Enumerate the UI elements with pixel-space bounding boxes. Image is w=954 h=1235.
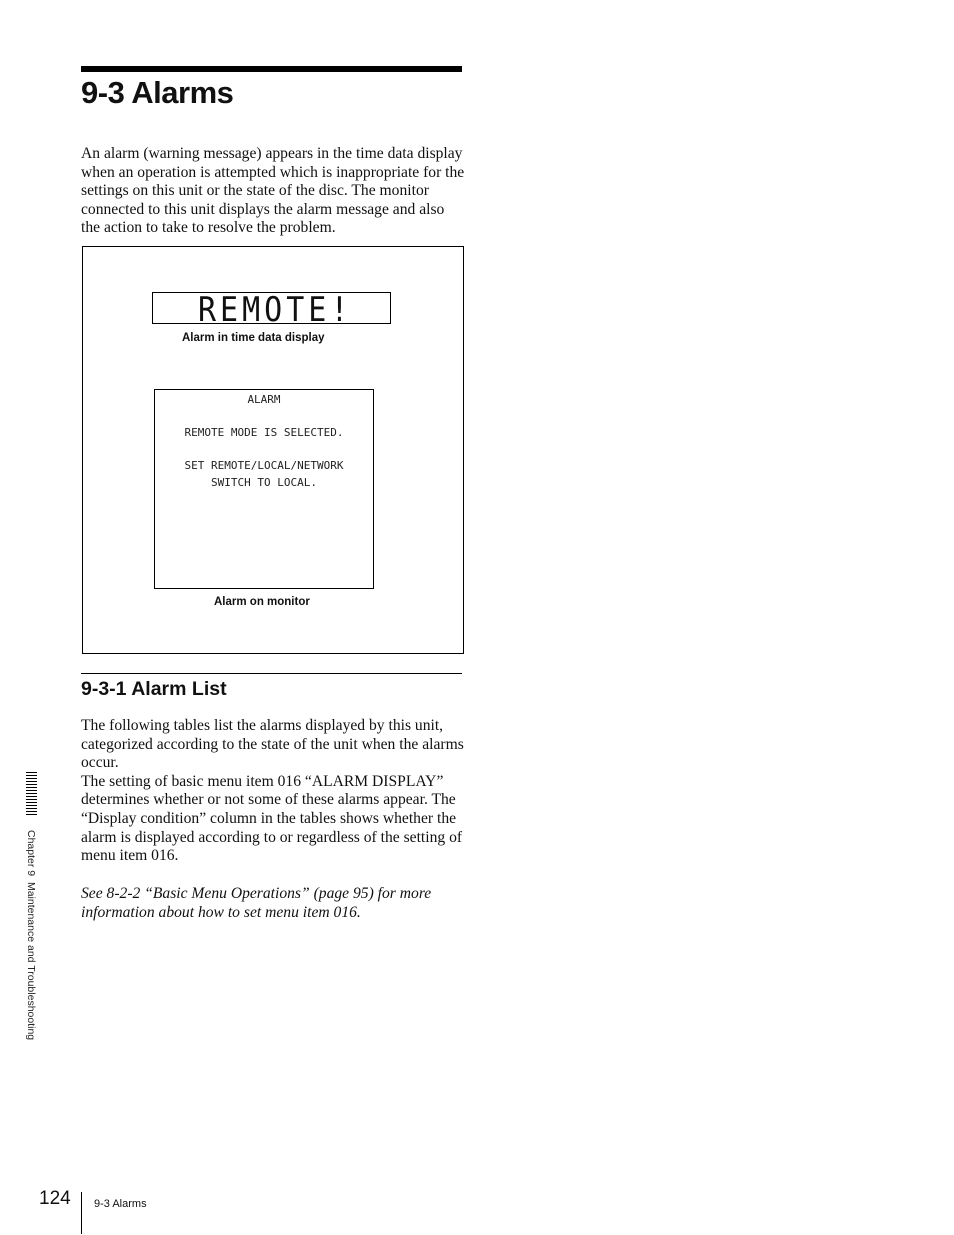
chapter-tab-marker: [26, 772, 37, 816]
monitor-caption: Alarm on monitor: [214, 596, 310, 608]
alarm-figure: [82, 246, 464, 654]
body-paragraph: The following tables list the alarms displayed by this unit, categorized according to the state of the unit when the alarms occur.: [81, 717, 464, 772]
heading-rule: [81, 66, 462, 72]
monitor-screen: [154, 389, 374, 589]
footer-section: 9-3 Alarms: [94, 1198, 147, 1210]
time-data-display: [152, 291, 391, 331]
time-display-text: REMOTE!: [198, 291, 353, 331]
monitor-line: REMOTE MODE IS SELECTED.: [184, 426, 344, 439]
monitor-line: SWITCH TO LOCAL.: [211, 476, 317, 489]
section-rule: [81, 673, 462, 674]
section-heading: 9-3-1 Alarm List: [81, 678, 227, 700]
body-paragraph: The setting of basic menu item 016 “ALARM DISPLAY” determines whether or not some of these alarms appear. The “Display condition” column in the tables shows whether the alarm is displayed according to or regardless of the setting of menu item 016.: [81, 772, 463, 865]
intro-paragraph: An alarm (warning message) appears in the time data display when an operation is attempted which is inappropriate for the settings on this unit or the state of the disc. The monitor connected to this unit displays the alarm message and also the action to take to resolve the problem.: [81, 145, 465, 237]
page-number: 124: [39, 1188, 71, 1209]
reference-note: See 8-2-2 “Basic Menu Operations” (page 95) for more information about how to set menu item 016.: [81, 885, 432, 921]
time-display-caption: Alarm in time data display: [182, 332, 325, 344]
body-text: [81, 717, 466, 866]
chapter-tab-label: Chapter 9 Maintenance and Troubleshooting: [25, 830, 37, 1041]
monitor-line: ALARM: [247, 393, 281, 406]
page-title: 9-3 Alarms: [81, 75, 234, 110]
footer-divider: [81, 1192, 82, 1234]
monitor-line: SET REMOTE/LOCAL/NETWORK: [184, 459, 344, 472]
